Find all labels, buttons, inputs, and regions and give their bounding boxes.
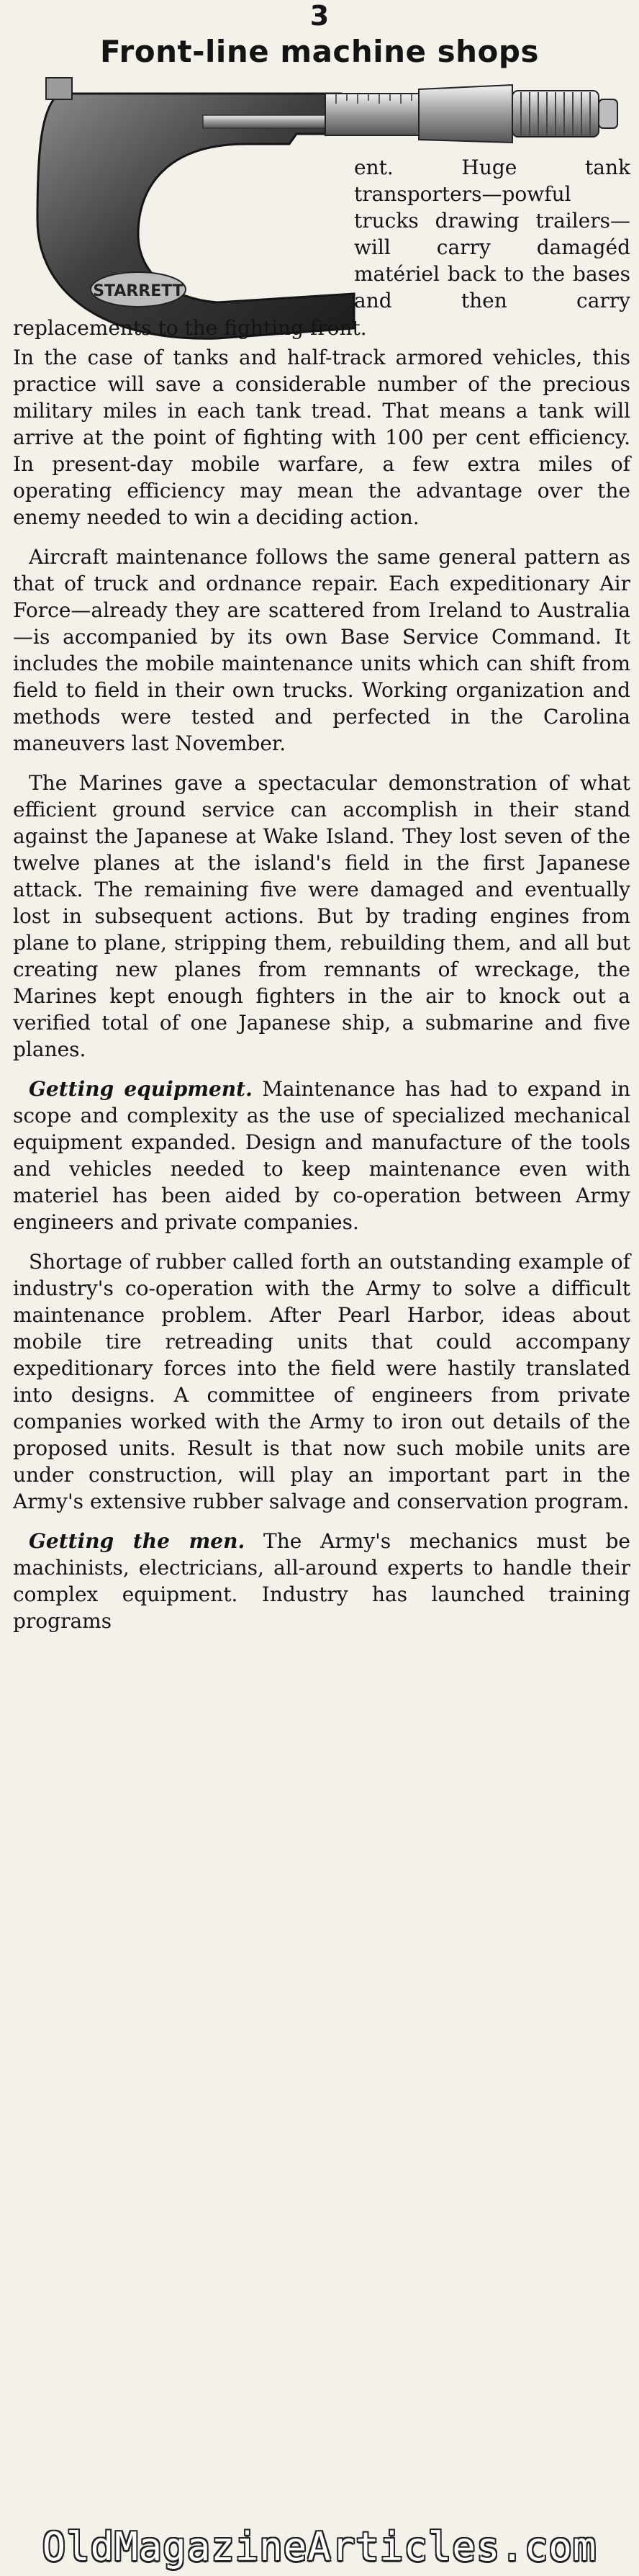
subhead-getting-the-men: Getting the men. — [29, 1529, 245, 1553]
paragraph-2 — [13, 544, 630, 757]
paragraph-text: The Army's mechanics must be machinists, electricians, all-around experts to handle their complex equipment. Industry has launched training programs — [13, 1529, 630, 1633]
paragraph-text: Aircraft maintenance follows the same general pattern as that of truck and ordnance repair. Each expeditionary Air Force—already they are scattered from Ireland to Australia—is accompanied by its own Base Service Command. It includes the mobile maintenance units which can shift from field to field in their own trucks. Working organization and methods were tested and perfected in the Carolina maneuvers last November. — [13, 545, 630, 755]
subhead-getting-equipment: Getting equipment. — [29, 1077, 253, 1101]
intro-continuation: replacements to the fighting front. — [13, 316, 367, 340]
paragraph-6 — [13, 1528, 630, 1634]
article-body — [13, 344, 630, 1647]
article-headline: Front-line machine shops — [100, 34, 539, 69]
brand-plate-text: STARRETT — [93, 282, 183, 300]
paragraph-text: The Marines gave a spectacular demonstration of what efficient ground service can accomplish in their stand against the Japanese at Wake Island. They lost seven of the twelve planes at the island's field in the first Japanese attack. The remaining five were damaged and eventually lost in subsequent actions. But by trading engines from plane to plane, stripping them, rebuilding them, and all but creating new planes from remnants of wreckage, the Marines kept enough fighters in the air to knock out a verified total of one Japanese ship, a submarine and five planes. — [13, 771, 630, 1061]
paragraph-text: Shortage of rubber called forth an outstanding example of industry's co-operation with the Army to solve a difficult maintenance problem. After Pearl Harbor, ideas about mobile tire retreading units that could accompany expeditionary forces into the field were hastily translated into designs. A committee of engineers from private companies worked with the Army to iron out details of the proposed units. Result is that now such mobile units are under construction, will play an important part in the Army's extensive rubber salvage and conservation program. — [13, 1250, 630, 1513]
paragraph-text: Maintenance has had to expand in scope and complexity as the use of specialized mechanical equipment expanded. Design and manufacture of the tools and vehicles needed to keep maintenance even with materiel has been aided by co-operation between Army engineers and private companies. — [13, 1077, 630, 1234]
paragraph-5 — [13, 1248, 630, 1515]
site-watermark: OldMagazineArticles.com — [42, 2524, 597, 2570]
paragraph-3 — [13, 770, 630, 1063]
paragraph-text: In the case of tanks and half-track armored vehicles, this practice will save a considerable number of the precious military miles in each tank tread. That means a tank will arrive at the point of fighting with 100 per cent efficiency. In present-day mobile warfare, a few extra miles of operating efficiency may mean the advantage over the enemy needed to win a deciding action. — [13, 346, 630, 529]
paragraph-1 — [13, 344, 630, 531]
intro-beside-image: ent. Huge tank transporters—powful trucks drawing trailers—will carry damagéd matériel back to the bases and then carry — [354, 156, 630, 312]
paragraph-4 — [13, 1076, 630, 1235]
page-number: 3 — [309, 0, 330, 32]
